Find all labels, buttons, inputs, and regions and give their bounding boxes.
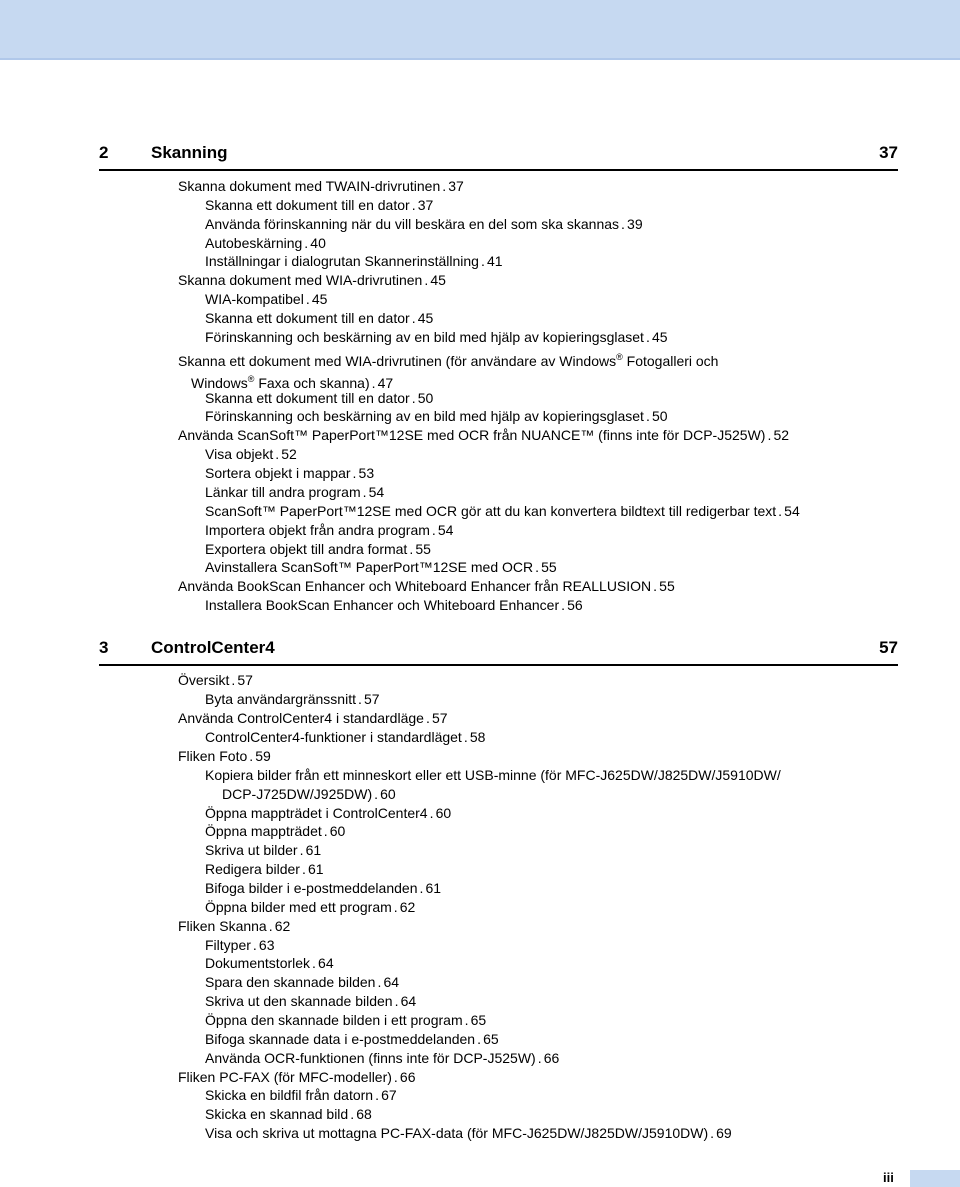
dot-leader [275,446,279,463]
toc-entry-title: Exportera objekt till andra format [205,541,408,557]
toc-entry-title: Sortera objekt i mappar [205,465,351,481]
toc-entry-title: Importera objekt från andra program [205,522,430,538]
toc-entry-page: 50 [651,408,668,424]
windows-text: Windows [191,375,248,391]
dot-leader [426,710,430,727]
dot-leader [412,390,416,407]
toc-entry-page: 47 [377,375,394,391]
toc-entry-page: 65 [483,1031,499,1047]
toc-entry-page: 37 [448,178,464,194]
dot-leader [249,748,253,765]
toc-entry-title: Visa objekt [205,446,274,462]
dot-leader [621,216,625,233]
toc-entry-page: 58 [469,729,486,745]
toc-entry-title: Skriva ut den skannade bilden [205,993,393,1009]
dot-leader [253,937,257,954]
toc-entry-page: 57 [431,710,448,726]
toc-entry-page: 50 [417,390,434,406]
toc-entry-page: 53 [358,465,375,481]
toc-entry-page: 67 [381,1087,397,1103]
toc-entry-title: Använda ScanSoft™ PaperPort™12SE med OCR från NUANCE™ (finns inte för DCP-J525W) [178,427,766,443]
toc-entry-title: Spara den skannade bilden [205,974,376,990]
toc-entry-page: 63 [258,937,275,953]
chapter-title[interactable]: Skanning [151,143,228,162]
toc-entry-title: Skanna dokument med WIA-drivrutinen [178,272,423,288]
toc-entry-page: 40 [310,235,326,251]
dot-leader [710,1125,714,1142]
chapter-number: 3 [99,638,109,657]
registered-mark: ® [616,352,623,362]
toc-entry-page: 55 [659,578,675,594]
toc-entry-page: 54 [368,484,385,500]
toc-entry-title: ScanSoft™ PaperPort™12SE med OCR gör att du kan konvertera bildtext till redigerbar text [205,503,777,519]
toc-entry-title: Skanna ett dokument med WIA-drivrutinen (för användare av Windows [178,353,617,369]
dot-leader [767,427,771,444]
dot-leader [412,310,416,327]
dot-leader [646,408,650,425]
toc-entry-title: Fliken PC-FAX (för MFC-modeller) [178,1069,392,1085]
toc-entry-wrapped-line[interactable]: Kopiera bilder från ett minneskort eller ett USB-minne (för MFC-J625DW/J825DW/J5910DW/ [205,767,781,783]
chapter-heading [99,139,898,171]
footer-band [910,1170,960,1187]
toc-entry-title: Öppna mappträdet i ControlCenter4 [205,805,428,821]
chapter-page: 57 [879,638,898,657]
dot-leader [481,253,485,270]
dot-leader [412,197,416,214]
toc-entry-title: Skanna ett dokument till en dator [205,390,410,406]
toc-entry-page: 68 [356,1106,372,1122]
header-band [0,0,960,60]
dot-leader [442,178,446,195]
dot-leader [394,899,398,916]
dot-leader [465,1012,469,1029]
toc-entry-title [191,371,370,392]
toc-entry-page: 55 [541,559,557,575]
dot-leader [304,235,308,252]
dot-leader [363,484,367,501]
toc-entry-title: Fliken Skanna [178,918,267,934]
dot-leader [300,842,304,859]
dot-leader [432,522,436,539]
dot-leader [312,955,316,972]
toc-entry-title: Skicka en skannad bild [205,1106,349,1122]
toc-entry-page: 64 [400,993,417,1009]
toc-entry-title: Inställningar i dialogrutan Skannerinställning [205,253,479,269]
dot-leader [646,329,650,346]
chapter-heading [99,634,898,666]
toc-entry-page: 41 [486,253,503,269]
dot-leader [231,672,235,689]
dot-leader [424,272,428,289]
toc-entry-title: Bifoga bilder i e-postmeddelanden [205,880,418,896]
toc-entry-title: Öppna mappträdet [205,823,322,839]
chapter-page: 37 [879,143,898,162]
toc-entry-title: Avinstallera ScanSoft™ PaperPort™12SE med OCR [205,559,534,575]
dot-leader [561,597,565,614]
dot-leader [778,503,782,520]
toc-entry-page: 54 [437,522,454,538]
toc-entry-title: Skanna dokument med TWAIN-drivrutinen [178,178,441,194]
toc-entry-page: 64 [383,974,400,990]
toc-entry-page: 64 [318,955,334,971]
dot-leader [653,578,657,595]
dot-leader [302,861,306,878]
toc-entry-title: ControlCenter4-funktioner i standardläget [205,729,462,745]
dot-leader [377,974,381,991]
toc-entry-page: 60 [380,786,396,802]
toc-entry-page: 54 [784,503,800,519]
toc-entry-page: 61 [305,842,322,858]
toc-entry-title: Öppna den skannade bilden i ett program [205,1012,463,1028]
toc-entry-title: Skanna ett dokument till en dator [205,197,410,213]
toc-entry-title: Öppna bilder med ett program [205,899,392,915]
toc-entry-title: Använda ControlCenter4 i standardläge [178,710,424,726]
dot-leader [306,291,310,308]
toc-entry-page: 45 [651,329,668,345]
toc-entry-title: Skanna ett dokument till en dator [205,310,410,326]
dot-leader [464,729,468,746]
dot-leader [430,805,434,822]
toc-entry-page: 56 [567,597,583,613]
toc-entry-page: 65 [470,1012,487,1028]
dot-leader [374,786,378,803]
toc-entry-title: Använda OCR-funktionen (finns inte för DCP-J525W) [205,1050,536,1066]
dot-leader [394,1069,398,1086]
toc-entry-title: Översikt [178,672,230,688]
toc-entry-title: Använda förinskanning när du vill beskära en del som ska skannas [205,216,620,232]
toc-entry-page: 45 [311,291,328,307]
toc-entry-title: Fliken Foto [178,748,248,764]
dot-leader [535,559,539,576]
dot-leader [353,465,357,482]
toc-entry-page: 60 [435,805,452,821]
toc-entry-title: WIA-kompatibel [205,291,304,307]
page-number: iii [883,1170,894,1185]
toc-entry-title-rest: Fotogalleri och [622,353,719,369]
toc-entry-page: 57 [363,691,380,707]
toc-entry-title: Filtyper [205,937,251,953]
toc-entry-title: Länkar till andra program [205,484,361,500]
toc-entry-title: Använda BookScan Enhancer och Whiteboard Enhancer från REALLUSION [178,578,652,594]
toc-entry-page: 59 [255,748,271,764]
toc-entry-title: Skicka en bildfil från datorn [205,1087,374,1103]
dot-leader [324,823,328,840]
dot-leader [350,1106,354,1123]
toc-entry-page: 62 [274,918,291,934]
toc-entry-page: 61 [307,861,324,877]
toc-entry-title: Byta användargränssnitt [205,691,356,707]
toc-entry-page: 62 [399,899,416,915]
toc-entry-page: 45 [430,272,446,288]
toc-entry-page: 39 [627,216,643,232]
dot-leader [538,1050,542,1067]
toc-entry-page: 66 [399,1069,416,1085]
dot-leader [375,1087,379,1104]
dot-leader [419,880,423,897]
toc-entry-title: Skriva ut bilder [205,842,298,858]
dot-leader [269,918,273,935]
dot-leader [409,541,413,558]
dot-leader [358,691,362,708]
toc-entry-title-rest: Faxa och skanna) [254,375,370,391]
chapter-number: 2 [99,143,109,162]
toc-entry-title: Installera BookScan Enhancer och Whiteboard Enhancer [205,597,560,613]
toc-entry-title: Förinskanning och beskärning av en bild med hjälp av kopieringsglaset [205,329,644,345]
toc-entry-page: 66 [543,1050,560,1066]
toc-entry-page: 69 [716,1125,732,1141]
toc-entry-page: 57 [237,672,253,688]
toc-entry-page: 52 [773,427,790,443]
toc-entry-page: 61 [425,880,442,896]
toc-entry-page: 45 [417,310,434,326]
toc-entry-title: Dokumentstorlek [205,955,311,971]
registered-mark: ® [247,374,255,384]
dot-leader [395,993,399,1010]
toc-entry-wrapped-line[interactable] [178,349,718,370]
toc-entry-page: 55 [415,541,431,557]
toc-entry-title: Visa och skriva ut mottagna PC-FAX-data (för MFC-J625DW/J825DW/J5910DW) [205,1125,709,1141]
toc-entry-page: 37 [417,197,434,213]
toc-entry-title: Förinskanning och beskärning av en bild med hjälp av kopieringsglaset [205,408,644,424]
toc-entry-title: Autobeskärning [205,235,303,251]
toc-entry-page: 52 [281,446,297,462]
toc-entry-title: Redigera bilder [205,861,300,877]
toc-entry-title: Bifoga skannade data i e-postmeddelanden [205,1031,476,1047]
chapter-title[interactable]: ControlCenter4 [151,638,275,657]
toc-entry-page: 60 [329,823,346,839]
dot-leader [477,1031,481,1048]
toc-entry-title: DCP-J725DW/J925DW) [222,786,373,802]
